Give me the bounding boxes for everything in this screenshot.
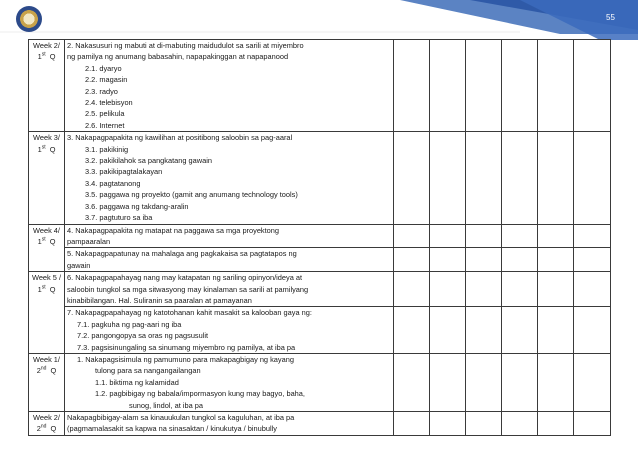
table-row (29, 40, 611, 132)
empty-cell (502, 40, 538, 132)
empty-cell (466, 224, 502, 248)
week-cell: Week 1/ 2nd Q (29, 353, 65, 411)
table-row (29, 307, 611, 354)
competency-cell: 5. Nakapagpapatunay na mahalaga ang pagkakaisa sa pagtatapos ng gawain (65, 248, 394, 272)
empty-cell (466, 272, 502, 307)
empty-cell (538, 412, 574, 436)
empty-cell (430, 353, 466, 411)
empty-cell (538, 272, 574, 307)
empty-cell (430, 272, 466, 307)
empty-cell (430, 412, 466, 436)
empty-cell (430, 40, 466, 132)
empty-cell (394, 224, 430, 248)
week-cell: Week 3/ 1st Q (29, 132, 65, 224)
empty-cell (430, 224, 466, 248)
empty-cell (574, 272, 611, 307)
competency-cell: 3. Nakapagpapakita ng kawilihan at positibong saloobin sa pag-aaral 3.1. pakikinig 3.2. pakikilahok sa pangkatang gawain 3.3. pakikipagtalakayan 3.4. pagtatanong 3.5. paggawa ng proyekto (gamit ang anumang technology tools) 3.6. paggawa ng takdang-aralin 3.7. pagtuturo sa iba (65, 132, 394, 224)
empty-cell (466, 40, 502, 132)
empty-cell (502, 307, 538, 354)
deped-seal-logo (16, 6, 42, 32)
empty-cell (502, 412, 538, 436)
empty-cell (394, 248, 430, 272)
empty-cell (538, 353, 574, 411)
empty-cell (574, 132, 611, 224)
empty-cell (502, 248, 538, 272)
empty-cell (502, 353, 538, 411)
table-row (29, 224, 611, 248)
empty-cell (574, 248, 611, 272)
competency-cell: 4. Nakapagpapakita ng matapat na paggawa sa mga proyektong pampaaralan (65, 224, 394, 248)
empty-cell (430, 132, 466, 224)
empty-cell (466, 248, 502, 272)
week-cell: Week 2/ 2nd Q (29, 412, 65, 436)
competency-cell: 7. Nakapagpapahayag ng katotohanan kahit masakit sa kalooban gaya ng: 7.1. pagkuha ng pag-aari ng iba 7.2. pangongopya sa oras ng pagsusulit 7.3. pagsisinungaling sa sinumang miyembro ng pamilya, at iba pa (65, 307, 394, 354)
empty-cell (574, 412, 611, 436)
week-cell: Week 4/ 1st Q (29, 224, 65, 272)
empty-cell (466, 412, 502, 436)
empty-cell (430, 307, 466, 354)
empty-cell (430, 248, 466, 272)
curriculum-table (28, 39, 611, 436)
empty-cell (466, 353, 502, 411)
week-cell: Week 5 / 1st Q (29, 272, 65, 354)
table-row (29, 353, 611, 411)
empty-cell (394, 353, 430, 411)
empty-cell (502, 272, 538, 307)
competency-cell: 2. Nakasusuri ng mabuti at di-mabuting maidudulot sa sarili at miyembro ng pamilya ng anumang babasahin, napapakinggan at napapanood 2.1. dyaryo 2.2. magasin 2.3. radyo 2.4. telebisyon 2.5. pelikula 2.6. Internet (65, 40, 394, 132)
empty-cell (538, 307, 574, 354)
competency-cell: Nakapagbibigay-alam sa kinauukulan tungkol sa kaguluhan, at iba pa (pagmamalasakit sa kapwa na sinasaktan / kinukutya / binubully (65, 412, 394, 436)
empty-cell (502, 224, 538, 248)
table-row (29, 272, 611, 307)
empty-cell (538, 248, 574, 272)
table-row (29, 412, 611, 436)
empty-cell (538, 40, 574, 132)
competency-cell: 6. Nakapagpapahayag nang may katapatan ng sariling opinyon/ideya at saloobin tungkol sa mga sitwasyong may kinalaman sa sarili at pamilyang kinabibilangan. Hal. Suliranin sa paaralan at pamayanan (65, 272, 394, 307)
empty-cell (502, 132, 538, 224)
empty-cell (466, 132, 502, 224)
empty-cell (574, 224, 611, 248)
page-number: 55 (606, 13, 615, 22)
empty-cell (394, 40, 430, 132)
week-cell: Week 2/ 1st Q (29, 40, 65, 132)
table-row (29, 248, 611, 272)
empty-cell (574, 353, 611, 411)
empty-cell (538, 132, 574, 224)
empty-cell (574, 307, 611, 354)
empty-cell (538, 224, 574, 248)
table-row (29, 132, 611, 224)
competency-cell: 1. Nakapagsisimula ng pamumuno para makapagbigay ng kayang tulong para sa nangangailangan 1.1. biktima ng kalamidad 1.2. pagbibigay ng babala/impormasyon kung may bagyo, baha, sunog, lindol, at iba pa (65, 353, 394, 411)
header-banner (0, 0, 638, 40)
empty-cell (394, 412, 430, 436)
empty-cell (394, 272, 430, 307)
empty-cell (394, 307, 430, 354)
empty-cell (574, 40, 611, 132)
empty-cell (466, 307, 502, 354)
empty-cell (394, 132, 430, 224)
